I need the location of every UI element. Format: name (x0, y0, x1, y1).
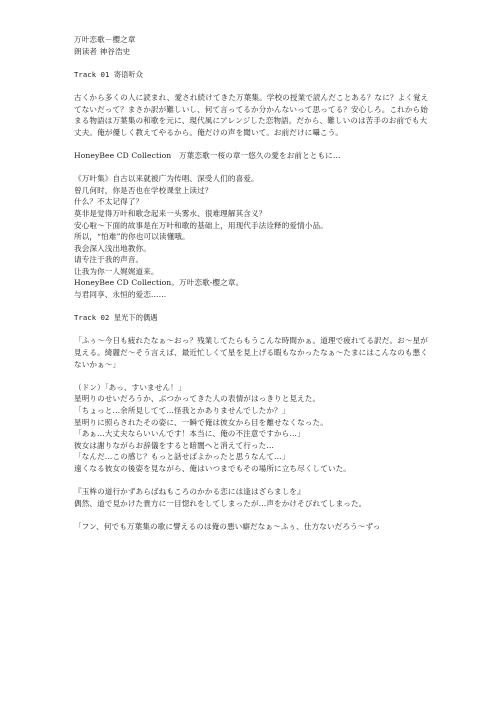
story-line: 「ちょっと…余所見してて…怪我とかありませんでしたか？」 (74, 406, 290, 415)
story-line: 彼女は謝りながらお辞儀をすると暗闇へと消えて行った… (74, 440, 275, 450)
spacer (74, 370, 434, 382)
cn-line: 莫非是觉得万叶和歌念起来一头雾水、很难理解其含义？ (74, 208, 267, 218)
track-01-heading: Track 01 寄语听众 (74, 69, 143, 79)
story-line: 星明りのせいだろうか、ぶつかってきた人の表情がはっきりと見えた。 (74, 394, 321, 404)
track-02-opening-paragraph: 「ふぅ～今日も疲れたなぁ～おっ？残業してたらもうこんな時間かぁ。道理で疲れてる訳だ。お～星が見える。綺麗だ～そう言えば、最近忙しくて星を見上げる暇もなかったなぁ～たまにはこんなのも悪くないかぁ～」 (74, 336, 428, 369)
story-line-continued: 「フン、何でも万葉集の歌に譬えるのは俺の悪い癖だなぁ～ふぅ、仕方ないだろう～ずっ (74, 521, 381, 531)
document-title: 万叶恋歌－樱之章 (74, 35, 136, 44)
cn-line: 曾几何时，你是否也在学校课堂上读过？ (74, 185, 213, 195)
spacer (74, 138, 434, 150)
story-line: （ドン）「あっ、すいません！」 (74, 382, 186, 392)
cn-line: 《万叶集》自古以来就被广为传唱、深受人们的喜爱。 (74, 174, 259, 184)
track-01-japanese-paragraph: 古くから多くの人に読まれ、愛され続けてきた万葉集。学校の授業で読んだことある？なに？よく覚えてないだって？まさか訳が難しいし、何て言ってるか分かんないって思ってる？安心しろ。これから始まる物語は万葉集の和歌を元に、現代風にアレンジした恋物語。だから、難しいのは苦手のお前でも大丈夫。俺が優しく教えてやるから。俺だけの声を聞いて。お前だけに囁こう。 (74, 92, 429, 137)
story-line: 「あぁ…大丈夫ならいいんです！本当に、俺の不注意ですから…」 (74, 429, 305, 439)
cn-line: 安心啦～下面的故事是在万叶和歌的基础上，用现代手法诠释的爱情小品。 (74, 220, 328, 230)
cn-line: 我会深入浅出地教你。 (74, 243, 151, 253)
cn-line: 什么？不太记得了？ (74, 197, 144, 207)
spacer (74, 162, 434, 174)
cn-line: HoneyBee CD Collection。万叶恋歌-樱之章。 (74, 278, 244, 288)
track-02-heading: Track 02 星光下的偶遇 (74, 313, 158, 323)
reader-credit: 朗读者 神谷浩史 (74, 46, 131, 56)
story-line: 遠くなる彼女の後姿を見ながら、俺はいつまでもその場所に立ち尽くしていた。 (74, 463, 351, 473)
spacer (74, 57, 434, 69)
spacer (74, 301, 434, 313)
poem-explanation: 偶然、道で見かけた貴方に一目惚れをしてしまったが…声をかけそびれてしまった。 (74, 498, 367, 508)
spacer (74, 509, 434, 521)
story-line: 星明りに照らされたその姿に、一瞬で俺は彼女から目を離せなくなった。 (74, 417, 328, 427)
document-page (74, 34, 434, 533)
cn-line: 所以，“怕难”的你也可以读懂哦。 (74, 232, 190, 242)
cn-line: 让我为你一人娓娓道来。 (74, 266, 159, 276)
cn-line: 与君同享、永恒的爱恋…… (74, 290, 167, 300)
cn-line: 请专注于我的声音。 (74, 255, 144, 265)
spacer (74, 475, 434, 487)
waka-poem: 『玉桙の道行かずあらばねもころのかかる恋には逢はざらましを』 (74, 487, 305, 497)
spacer (74, 324, 434, 336)
spacer (74, 80, 434, 92)
collection-line: HoneyBee CD Collection 万葉恋歌一桜の章一悠久の愛をお前とともに… (74, 150, 341, 160)
story-line: 「なんだ…この感じ？もっと話せばよかったと思うなんて…」 (74, 452, 290, 462)
